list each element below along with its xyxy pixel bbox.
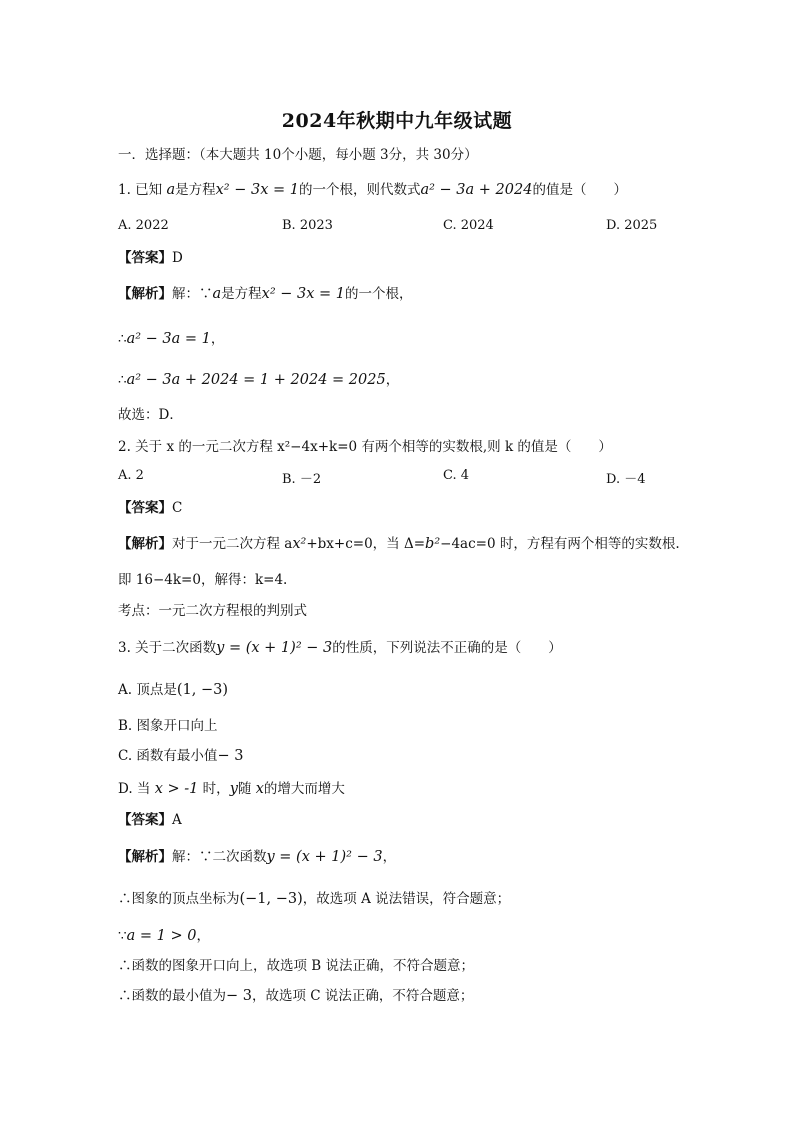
q3-option-d-inequality: x > -1 [154,781,199,797]
q1-option-d: D. 2025 [606,218,658,233]
q3-answer-tag: 【答案】 [118,812,172,828]
q1-step3-math: a² − 3a + 2024 = 1 + 2024 = 2025 [126,372,386,388]
page-title: 2024年秋期中九年级试题 [281,110,513,132]
q2-topic-line: 考点：一元二次方程根的判别式 [118,603,307,619]
q3-option-d-y: y [229,781,238,797]
q2-analysis-text-c: +bx+c=0，当 Δ= [306,536,426,552]
q2-solution-line: 即 16−4k=0，解得：k=4. [118,572,288,588]
q1-conclusion: 故选：D． [118,407,183,423]
q3-l2-vertex: (−1, −3) [239,891,303,907]
q2-analysis-text-a: 对于一元二次方程 a [172,536,293,552]
q1-analysis-tag: 【解析】 [118,286,172,302]
q3-analysis-line-3 [118,926,210,946]
q3-l5-text-c: ，故选项 C 说法正确，不符合题意； [251,988,474,1004]
q3-l3-math: a = 1 > 0 [126,928,197,944]
q1-step2-math: a² − 3a = 1 [126,331,211,347]
q1-step-2 [118,329,224,349]
q3-option-a-label: A. 顶点是 [118,682,177,698]
q1-var-a: a [166,182,176,198]
q1-analysis-text-e: 的一个根， [345,286,413,302]
q1-analysis-equation: x² − 3x = 1 [261,286,346,302]
q3-analysis-line-2 [118,889,510,909]
q1-expression: a² − 3a + 2024 [420,182,533,198]
q1-step-3 [118,370,399,390]
q1-answer-tag: 【答案】 [118,250,172,266]
q1-step2-symbol: ∴ [118,331,127,347]
q1-option-b: B. 2023 [282,218,333,233]
q3-analysis-line-4: ∴函数的图象开口向上，故选项 B 说法正确，不符合题意； [118,958,475,974]
q2-option-c: C. 4 [443,468,470,483]
q3-option-b: B. 图象开口向上 [118,718,218,734]
q2-answer [118,498,182,518]
q2-analysis [118,534,680,554]
q3-l5-text-a: ∴函数的最小值为 [118,988,226,1004]
q1-stem-d: 的值是（ ） [532,182,627,198]
q2-answer-value: C [172,500,183,516]
q2-option-a: A. 2 [118,468,144,483]
q1-stem-b: 是方程 [175,182,216,198]
q3-option-d-x: x [255,781,264,797]
q3-l2-text-c: ，故选项 A 说法错误，符合题意； [302,891,511,907]
q3-option-a [118,680,228,700]
q1-step3-symbol: ∴ [118,372,127,388]
q3-option-d [118,779,345,799]
q2-analysis-tag: 【解析】 [118,536,172,552]
question-2-stem: 2. 关于 x 的一元二次方程 x²−4x+k=0 有两个相等的实数根,则 k 的值是（ ） [118,439,612,455]
q3-stem-a: 3. 关于二次函数 [118,640,217,656]
q3-analysis-text-a: 解：∵二次函数 [172,849,267,865]
q3-l3-punct: ， [196,928,210,944]
q3-stem-b: 的性质，下列说法不正确的是（ ） [332,640,562,656]
q1-option-a: A. 2022 [118,218,169,233]
q2-analysis-x2: x² [292,536,307,552]
q2-analysis-b2: b² [425,536,441,552]
q2-option-d: D. －4 [606,472,646,487]
q3-option-d-a: D. 当 [118,781,155,797]
q3-option-c-value: − 3 [217,748,244,764]
q3-answer [118,810,182,830]
q1-option-c: C. 2024 [443,218,494,233]
q3-option-c-label: C. 函数有最小值 [118,748,218,764]
q1-equation: x² − 3x = 1 [215,182,299,198]
q2-analysis-text-e: −4ac=0 时，方程有两个相等的实数根. [440,536,680,552]
q3-analysis-line-5 [118,986,473,1006]
q3-analysis-text-b: ， [382,849,397,865]
q3-l5-min: − 3 [226,988,252,1004]
q3-answer-value: A [172,812,182,828]
q3-option-a-value: (1, −3) [176,682,228,698]
q3-option-d-e: 随 [237,781,256,797]
q3-option-d-g: 的增大而增大 [263,781,345,797]
q1-stem-c: 的一个根，则代数式 [298,182,421,198]
q1-analysis [118,284,413,304]
q3-analysis [118,847,396,867]
q3-analysis-equation: y = (x + 1)² − 3 [266,849,383,865]
q1-step3-punct: ， [385,372,400,388]
q1-step2-punct: ， [210,331,225,347]
q1-answer [118,248,183,268]
q3-option-d-c: 时， [198,781,230,797]
question-3-stem [118,638,562,658]
q1-analysis-var: a [212,286,222,302]
q2-answer-tag: 【答案】 [118,500,172,516]
q3-analysis-tag: 【解析】 [118,849,172,865]
q1-stem-a: 1. 已知 [118,182,167,198]
q3-option-c [118,746,243,766]
q2-option-b: B. －2 [282,472,322,487]
q3-stem-equation: y = (x + 1)² − 3 [216,640,333,656]
q3-l2-text-a: ∴图象的顶点坐标为 [118,891,240,907]
section-heading: 一．选择题：（本大题共 10个小题，每小题 3分，共 30分） [118,147,478,163]
q1-analysis-text-c: 是方程 [221,286,262,302]
q3-l3-symbol: ∵ [118,928,127,944]
q1-answer-value: D [172,250,183,266]
question-1-stem [118,180,627,200]
q1-analysis-text-a: 解：∵ [172,286,213,302]
